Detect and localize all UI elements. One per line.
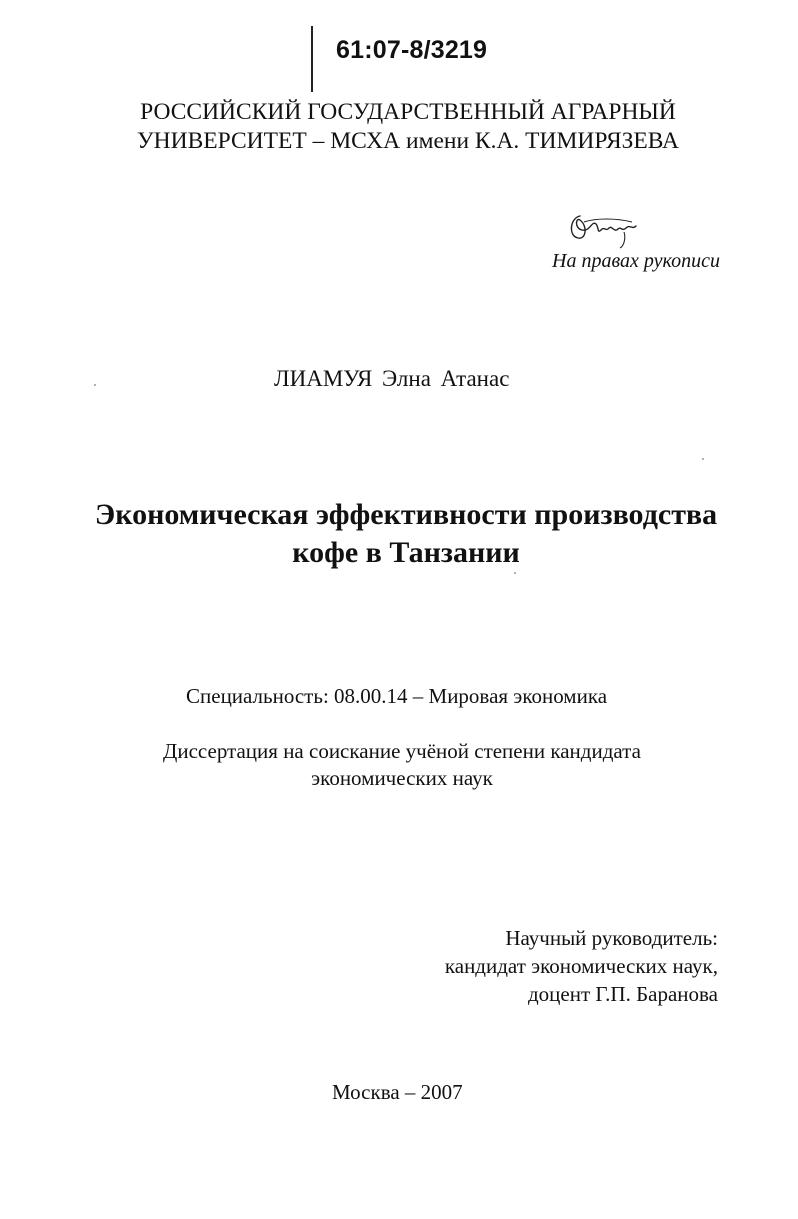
university-name — [0, 98, 798, 156]
catalog-number: 61:07-8/3219 — [336, 36, 488, 64]
supervisor-line-2: кандидат экономических наук, — [444, 954, 718, 978]
scan-speck — [702, 458, 704, 460]
stamp-vertical-line — [311, 26, 313, 92]
degree-line-2: экономических наук — [311, 766, 493, 790]
supervisor-block — [445, 924, 718, 1008]
university-line-1: РОССИЙСКИЙ ГОСУДАРСТВЕННЫЙ АГРАРНЫЙ — [140, 99, 676, 125]
city-year: Москва – 2007 — [332, 1080, 463, 1104]
dissertation-title — [0, 496, 798, 572]
title-line-1: Экономическая эффективности производства — [94, 498, 718, 531]
degree-statement — [0, 738, 798, 792]
supervisor-line-1: Научный руководитель: — [505, 926, 718, 950]
degree-line-1: Диссертация на соискание учёной степени кандидата — [163, 739, 641, 763]
scan-speck — [514, 572, 516, 574]
supervisor-line-3: доцент Г.П. Баранова — [528, 982, 718, 1006]
signature-icon — [566, 206, 642, 250]
university-line-2: УНИВЕРСИТЕТ – МСХА имени К.А. ТИМИРЯЗЕВА — [137, 128, 679, 154]
scan-speck — [94, 384, 96, 386]
manuscript-note: На правах рукописи — [552, 250, 720, 272]
specialty: Специальность: 08.00.14 – Мировая экономика — [186, 684, 608, 708]
author-name: ЛИАМУЯ Элна Атанас — [274, 366, 510, 391]
title-line-2: кофе в Танзании — [292, 536, 520, 569]
